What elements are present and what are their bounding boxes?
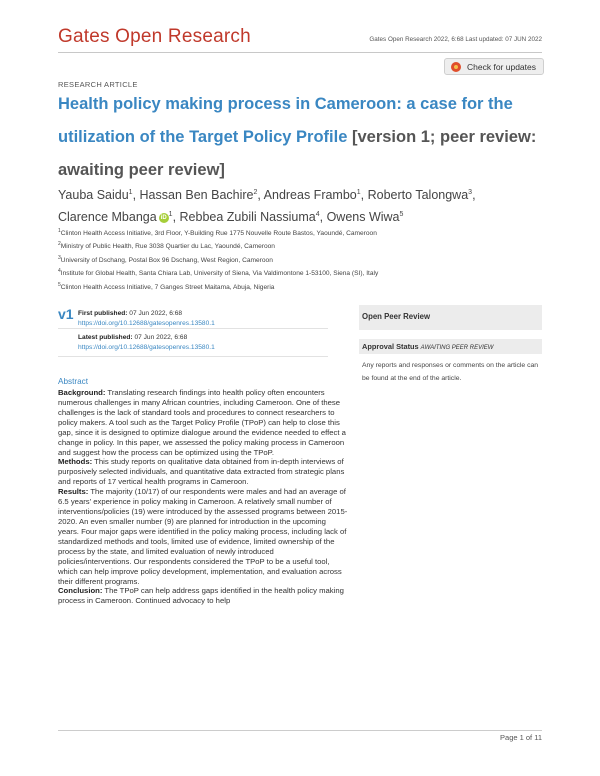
first-published-label: First published: xyxy=(78,310,128,317)
author-affiliation-mark: 1 xyxy=(356,189,361,196)
affiliation-text: Ministry of Public Health, Rue 3038 Quartier du Lac, Yaoundé, Cameroon xyxy=(60,243,275,251)
methods-text: This study reports on qualitative data obtained from in-depth interviews of purposively selected individuals, and quantitative data extracted from strategic plans and reports of 17 vertical health programs in Cameroon. xyxy=(58,457,345,487)
approval-value: AWAITING PEER REVIEW xyxy=(420,345,494,351)
publication-divider xyxy=(58,356,328,357)
results-text: The majority (10/17) of our respondents were males and had an average of 6.5 years' experience in policy making in Cameroon. A relatively small number of interventions/policies (19) were introduced by the assessed programs between 2015-2020. An even smaller number (9) are planned for introduction in the upcoming years. Four major gaps were identified in the policy making process, including lack of standardized methods and tools, limited use of evidence, limited ownership of the process by the state, and limited evaluation of newly introduced policies/interventions. Our respondents considered the TPoP to be a useful tool, which can help improve policy development, implementation, and evaluation across their different programs. xyxy=(58,487,348,586)
version-status[interactable]: [version 1; peer review: awaiting peer review] xyxy=(58,128,537,179)
author-affiliation-mark: 2 xyxy=(253,189,258,196)
article-type: RESEARCH ARTICLE xyxy=(58,80,138,89)
methods-label: Methods: xyxy=(58,457,93,467)
peer-review-note: Any reports and responses or comments on the article can be found at the end of the article. xyxy=(362,362,539,382)
author-name[interactable]: Clarence Mbanga xyxy=(58,210,157,225)
results-label: Results: xyxy=(58,487,89,497)
background-text: Translating research findings into health policy often encounters numerous challenges in many African countries, including Cameroon. One of these challenges is the lack of standard tools and procedures to connect researchers to policy makers. A tool such as the Target Policy Profile (TPoP) can help to close this gap, since it is designed to optimize dialogue around the evidence needed to effect a change in policy. In this paper, we assessed the policy making process in Cameroon and suggest how the process can be optimized using the TPoP. xyxy=(58,388,346,457)
abstract-methods xyxy=(58,457,348,487)
approval-label: Approval Status xyxy=(362,342,419,351)
author-affiliation-mark: 1 xyxy=(168,211,173,219)
latest-published xyxy=(78,333,328,353)
affiliation-text: Clinton Health Access Initiative, 3rd Floor, Y-Building Rue 1775 Nouvelle Route Bastos, Yaoundé, Cameroon xyxy=(60,230,377,238)
footer-divider xyxy=(58,730,542,731)
author-affiliation-mark: 3 xyxy=(468,189,473,196)
latest-doi-link[interactable]: https://doi.org/10.12688/gatesopenres.13580.1 xyxy=(78,344,215,351)
first-doi-link[interactable]: https://doi.org/10.12688/gatesopenres.13580.1 xyxy=(78,320,215,327)
author-name[interactable]: Rebbea Zubili Nassiuma xyxy=(179,210,316,225)
author-affiliation-mark: 4 xyxy=(315,211,320,219)
author-affiliation-mark: 1 xyxy=(128,189,133,196)
page-number: Page 1 of 11 xyxy=(500,733,542,742)
affiliation-item xyxy=(58,239,548,252)
author-name[interactable]: Hassan Ben Bachire xyxy=(139,188,254,203)
journal-name[interactable]: Gates Open Research xyxy=(58,26,251,47)
latest-published-line xyxy=(78,333,328,343)
author-name[interactable]: Andreas Frambo xyxy=(263,188,357,203)
abstract-heading: Abstract xyxy=(58,377,89,386)
header-meta: Gates Open Research 2022, 6:68 Last updated: 07 JUN 2022 xyxy=(369,36,542,43)
open-peer-review-heading: Open Peer Review xyxy=(359,305,542,330)
affiliation-number: 5 xyxy=(58,281,61,288)
approval-status xyxy=(359,339,542,354)
affiliation-text: Clinton Health Access Initiative, 7 Ganges Street Maitama, Abuja, Nigeria xyxy=(60,284,275,292)
latest-published-date: 07 Jun 2022, 6:68 xyxy=(134,334,188,341)
open-peer-review-panel xyxy=(359,305,542,385)
conclusion-text: The TPoP can help address gaps identified in the health policy making process in Cameroon. Continued advocacy to help xyxy=(58,586,344,606)
orcid-icon[interactable]: iD xyxy=(160,215,167,222)
affiliation-item xyxy=(58,266,548,279)
background-label: Background: xyxy=(58,388,106,397)
abstract-background xyxy=(58,388,348,457)
affiliation-list xyxy=(58,226,548,293)
affiliation-item xyxy=(58,253,548,266)
check-updates-label: Check for updates xyxy=(467,61,536,72)
article-title xyxy=(58,88,548,187)
author-list: Yauba Saidu$^1$, Hassan Ben Bachire$^2$, Andreas Frambo$^1$, Roberto Talongwa$^3$, Clarence Mbanga iD $^1$, Rebbea Zubili Nassiuma$^4$, Owens Wiwa$^5$ xyxy=(58,188,476,225)
check-updates-button[interactable] xyxy=(444,58,544,75)
abstract-results xyxy=(58,487,348,586)
affiliation-number: 2 xyxy=(58,241,61,248)
latest-published-label: Latest published: xyxy=(78,334,133,341)
affiliation-number: 3 xyxy=(58,254,61,261)
version-label: v1 xyxy=(58,306,74,322)
affiliation-number: 4 xyxy=(58,268,61,275)
author-name[interactable]: Owens Wiwa xyxy=(326,210,400,225)
affiliation-item xyxy=(58,280,548,293)
first-published xyxy=(78,309,328,329)
publication-divider xyxy=(58,328,328,329)
author-name[interactable]: Roberto Talongwa xyxy=(367,188,469,203)
first-published-date: 07 Jun 2022, 6:68 xyxy=(129,310,183,317)
author-name[interactable]: Yauba Saidu xyxy=(58,188,129,203)
affiliation-text: University of Dschang, Postal Box 96 Dschang, West Region, Cameroon xyxy=(60,257,273,265)
affiliation-text: Institute for Global Health, Santa Chiara Lab, University of Siena, Via Valdimontone 1-53100, Siena (SI), Italy xyxy=(60,270,379,278)
abstract-body xyxy=(58,388,348,606)
first-published-line xyxy=(78,309,328,319)
author-affiliation-mark: 5 xyxy=(399,211,404,219)
affiliation-number: 1 xyxy=(58,228,61,234)
abstract-conclusion xyxy=(58,586,348,606)
header-divider xyxy=(58,52,542,53)
conclusion-label: Conclusion: xyxy=(58,586,103,596)
affiliation-item xyxy=(58,226,548,239)
crossmark-icon xyxy=(451,62,461,72)
title-text: Health policy making process in Cameroon: a case for the utilization of the Target Policy Profile xyxy=(58,95,513,146)
